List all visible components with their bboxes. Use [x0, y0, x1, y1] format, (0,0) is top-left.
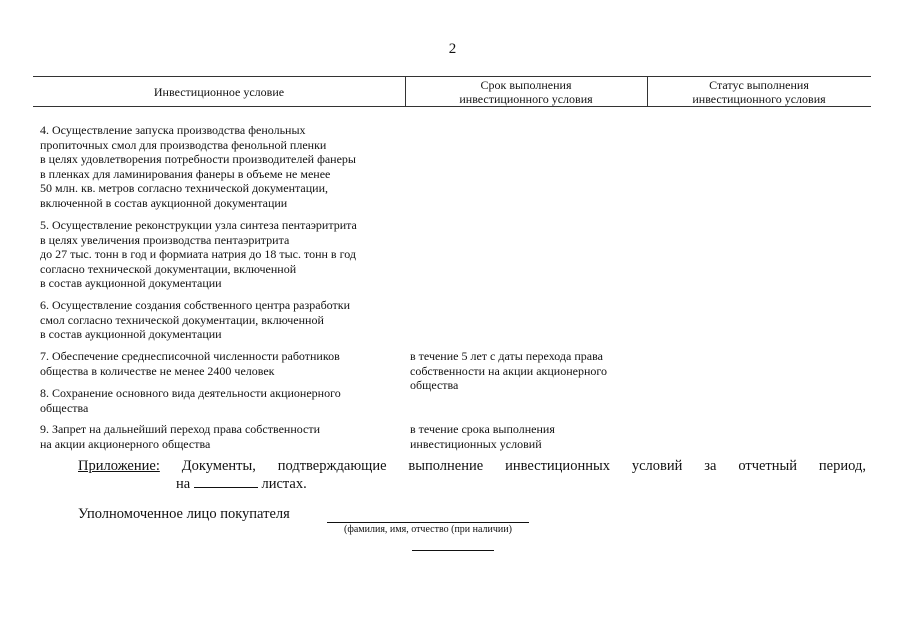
signature-caption: (фамилия, имя, отчество (при наличии)	[344, 524, 512, 535]
appendix-word: отчетный	[738, 458, 798, 474]
header-status: Статус выполнения инвестиционного условия	[692, 78, 826, 106]
appendix-word: условий	[631, 458, 683, 474]
header-condition: Инвестиционное условие	[153, 85, 285, 99]
condition-6: 6. Осуществление создания собственного центра разработки смол согласно технической документации, включенной в состав аукционной документации	[40, 298, 351, 341]
appendix-label: Приложение:	[78, 458, 160, 474]
term-9: в течение срока выполнения инвестиционных условий	[410, 422, 555, 451]
signer-label: Уполномоченное лицо покупателя	[78, 506, 290, 522]
header-top-rule	[33, 76, 871, 77]
appendix-word: выполнение	[408, 458, 484, 474]
header-term: Срок выполнения инвестиционного условия	[459, 78, 593, 106]
appendix-word: подтверждающие	[277, 458, 387, 474]
condition-8: 8. Сохранение основного вида деятельности акционерного общества	[40, 386, 341, 415]
header-bottom-rule	[33, 106, 871, 107]
signature-line	[412, 550, 494, 551]
condition-7: 7. Обеспечение среднесписочной численности работников общества в количестве не менее 2400 человек	[40, 349, 340, 378]
condition-9: 9. Запрет на дальнейший переход права собственности на акции акционерного общества	[40, 422, 321, 451]
page-number: 2	[448, 41, 457, 57]
appendix-word: Документы,	[181, 458, 256, 474]
condition-4: 4. Осуществление запуска производства фенольных пропиточных смол для производства фенольной пленки в целях удовлетворения потребности производителей фанеры в пленках для ламинирования фанеры в объеме не менее 50 млн. кв. метров согласно технической документации, включенной в состав аукционной документации	[40, 123, 356, 210]
term-7: в течение 5 лет с даты перехода права собственности на акции акционерного общества	[410, 349, 608, 392]
appendix-note	[78, 457, 866, 493]
sheets-suffix: листах.	[261, 476, 307, 492]
sheets-prefix: на	[176, 476, 191, 492]
condition-5: 5. Осуществление реконструкции узла синтеза пентаэритрита в целях увеличения производства пентаэритрита до 27 тыс. тонн в год и формиата натрия до 18 тыс. тонн в год согласно технической документации, включенной в состав аукционной документации	[40, 218, 357, 290]
signature-name-line	[327, 522, 529, 523]
sheets-count-blank	[194, 475, 258, 488]
appendix-word: период,	[818, 458, 866, 474]
appendix-word: инвестиционных	[505, 458, 610, 474]
appendix-word: за	[704, 458, 717, 474]
